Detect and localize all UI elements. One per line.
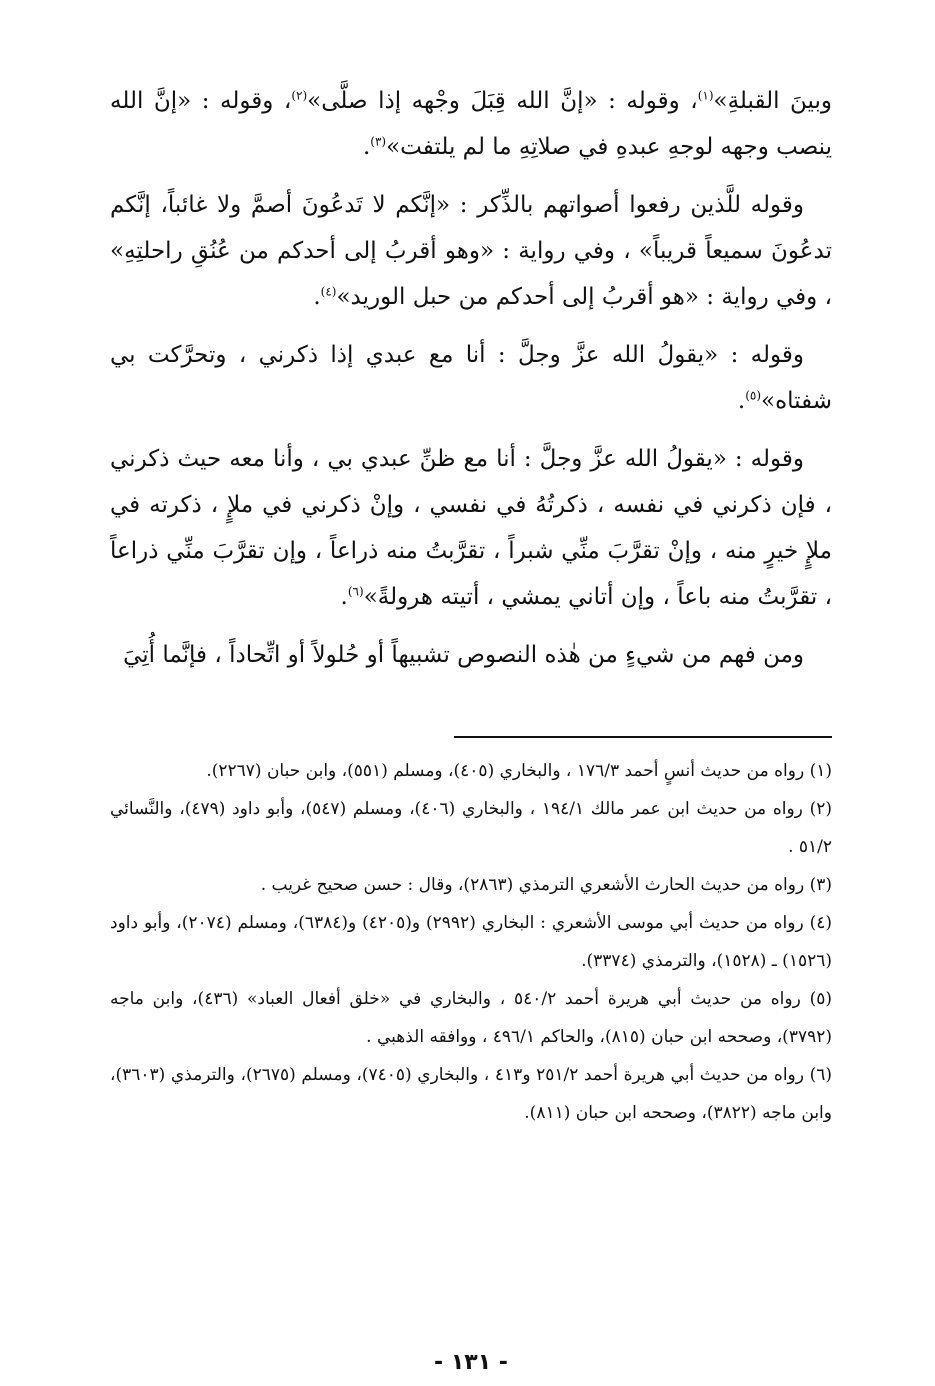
footnote-divider xyxy=(454,736,832,738)
footnote-6: (٦) رواه من حديث أبي هريرة أحمد ٢٥١/٢ و٤١٣ ، والبخاري (٧٤٠٥)، ومسلم (٢٦٧٥)، والترمذي (٣٦٠٣)، وابن ماجه (٣٨٢٢)، وصححه ابن حبان (٨١١). xyxy=(110,1065,832,1123)
paragraph-4-text-b: . xyxy=(340,584,348,610)
book-page xyxy=(110,78,833,1375)
paragraph-2-text-b: . xyxy=(313,284,321,310)
paragraph-1-text-c: ، وقوله : «إنَّ الله ينصب وجهه لوجهِ عبدهِ في صلاتِهِ ما لم يلتفت» xyxy=(110,88,832,160)
footnote-ref-1[interactable]: (١) xyxy=(697,88,714,103)
footnotes xyxy=(110,752,832,1132)
footnote-1: (١) رواه من حديث أنسٍ أحمد ١٧٦/٣ ، والبخاري (٤٠٥)، ومسلم (٥٥١)، وابن حبان (٢٢٦٧). xyxy=(206,761,832,781)
footnote-ref-6[interactable]: (٦) xyxy=(347,584,364,599)
footnote-ref-3[interactable]: (٣) xyxy=(370,134,387,149)
paragraph-5-text-a: ومن فهم من شيءٍ من هٰذه النصوص تشبيهاً أو حُلولاً أو اتِّحاداً ، فإنَّما أُتِيَ xyxy=(123,642,804,668)
footnote-2: (٢) رواه من حديث ابن عمر مالك ١٩٤/١ ، والبخاري (٤٠٦)، ومسلم (٥٤٧)، وأبو داود (٤٧٩)، والنَّسائي ٥١/٢ . xyxy=(110,799,833,857)
paragraph-5 xyxy=(110,632,832,678)
paragraph-3-text-a: وقوله : «يقولُ الله عزَّ وجلَّ : أنا مع عبدي إذا ذكرني ، وتحرَّكت بي شفتاه» xyxy=(110,342,832,414)
paragraph-1-text-b: ، وقوله : «إنَّ الله قِبَلَ وجْهه إذا صلَّى» xyxy=(307,88,698,114)
paragraph-1 xyxy=(110,78,832,170)
paragraph-2-text-a: وقوله للَّذين رفعوا أصواتهم بالذِّكر : «إنَّكم لا تَدعُونَ أصمَّ ولا غائباً، إنَّكم تدعُونَ سميعاً قريباً» ، وفي رواية : «وهو أقربُ إلى أحدكم من عُنُقِ راحلتِهِ» ، وفي رواية : «هو أقربُ إلى أحدكم من حبل الوريد» xyxy=(110,192,832,310)
page-number: - ١٣١ - xyxy=(434,1350,508,1375)
footnote-ref-4[interactable]: (٤) xyxy=(320,284,337,299)
footnote-3: (٣) رواه من حديث الحارث الأشعري الترمذي (٢٨٦٣)، وقال : حسن صحيح غريب . xyxy=(260,875,832,895)
footnote-ref-2[interactable]: (٢) xyxy=(291,88,308,103)
paragraph-1-text-d: . xyxy=(362,134,371,160)
footnote-5: (٥) رواه من حديث أبي هريرة أحمد ٥٤٠/٢ ، والبخاري في «خلق أفعال العباد» (٤٣٦)، وابن ماجه (٣٧٩٢)، وصححه ابن حبان (٨١٥)، والحاكم ٤٩٦/١ ، ووافقه الذهبي . xyxy=(110,989,832,1047)
paragraph-2 xyxy=(110,182,832,320)
paragraph-4 xyxy=(110,436,832,620)
paragraph-1-text-a: وبينَ القبلةِ» xyxy=(713,88,832,114)
footnote-4: (٤) رواه من حديث أبي موسى الأشعري : البخاري (٢٩٩٢) و(٤٢٠٥) و(٦٣٨٤)، ومسلم (٢٠٧٤)، وأبو داود (١٥٢٦) ـ (١٥٢٨)، والترمذي (٣٣٧٤). xyxy=(110,913,832,971)
paragraph-3-text-b: . xyxy=(737,388,746,414)
footnote-ref-5[interactable]: (٥) xyxy=(745,388,762,403)
paragraph-4-text-a: وقوله : «يقولُ الله عزَّ وجلَّ : أنا مع ظنِّ عبدي بي ، وأنا معه حيث ذكرني ، فإن ذكرني في نفسه ، ذكرتُهُ في نفسي ، وإنْ ذكرني في ملإٍ ، ذكرته في ملإٍ خيرٍ منه ، وإنْ تقرَّبَ منِّي شبراً ، تقرَّبتُ منه ذراعاً ، وإن تقرَّبَ منِّي ذراعاً ، تقرَّبتُ منه باعاً ، وإن أتاني يمشي ، أتيته هرولةً» xyxy=(110,446,832,610)
paragraph-3 xyxy=(110,332,832,424)
main-text xyxy=(110,78,832,678)
